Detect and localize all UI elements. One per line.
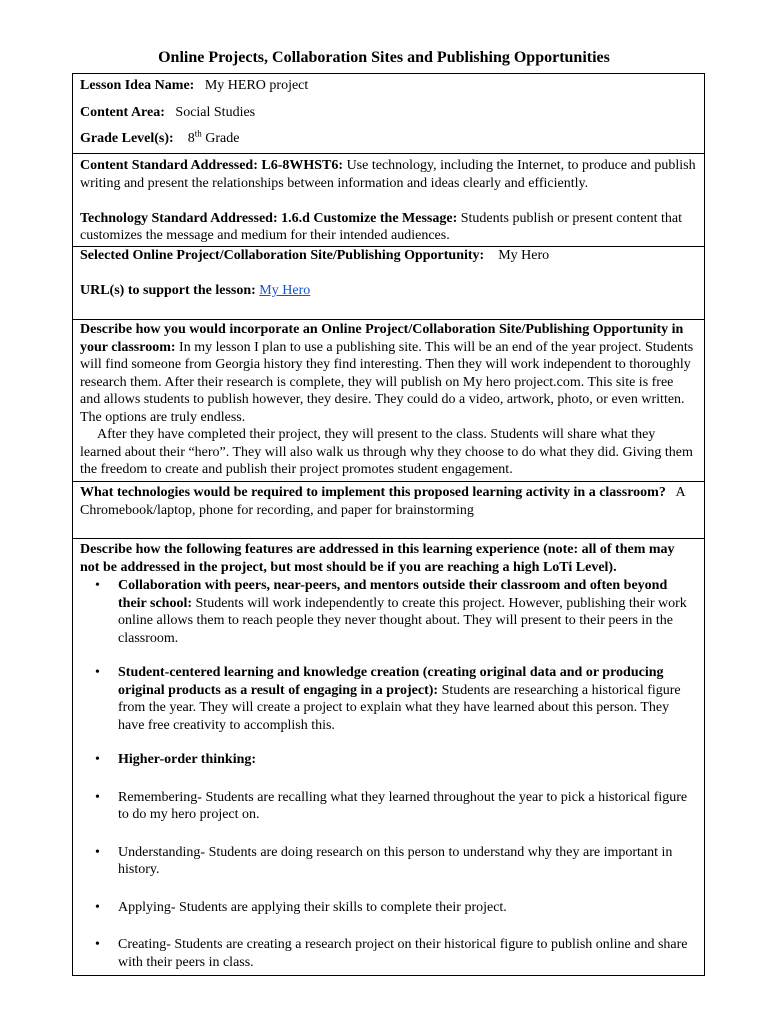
technologies-value: A Chromebook/laptop, phone for recording, and paper for brainstorming [80,485,685,518]
my-hero-link[interactable]: My Hero [259,283,311,298]
bullet-icon: • [95,844,100,860]
content-area-value: Social Studies [175,104,256,120]
bullet-icon: • [95,578,100,593]
list-item [80,664,697,734]
list-item [80,751,697,769]
selected-site-value: My Hero [498,248,550,263]
content-standard-text: Use technology, including the Internet, to produce and publish writing and present the relationships between information and ideas clearly and efficiently. [80,158,696,191]
incorporation-paragraph-2: After they have completed their project, they will present to the class. Students will share what they learned about their “hero”. They will also walk us through why they choose to do what they did. Giving them the freedom to create and publish their project promotes student engagement. [80,427,693,477]
technology-standard-text: Students publish or present content that customizes the message and medium for their intended audiences. [80,210,682,243]
feature-text: Students are researching a historical figure from the year. They will create a project to explain what they have learned about this person. They have free creativity to accomplish this. [118,682,681,733]
grade-number: 8 [187,131,195,146]
feature-text: Creating- Students are creating a research project on their historical figure to publish online and share with their peers in class. [118,937,688,970]
incorporation-label: Describe how you would incorporate an Online Project/Collaboration Site/Publishing Opportunity in your classroom: [80,322,684,355]
content-area-label: Content Area: [80,104,165,120]
technology-standard-label: Technology Standard Addressed: 1.6.d Customize the Message: [80,210,458,226]
feature-text: Applying- Students are applying their skills to complete their project. [118,899,507,915]
bullet-icon: • [95,665,100,680]
selected-site-cell [73,247,704,320]
features-label: Describe how the following features are addressed in this learning experience (note: all of them may not be addressed in the project, but most should be if you are reaching a high LoTi Level). [80,542,675,575]
incorporation-paragraph [80,321,697,426]
content-standard-label: Content Standard Addressed: L6-8WHST6: [80,158,344,173]
feature-heading: Student-centered learning and knowledge creation (creating original data and or producing original products as a result of engaging in a project): [118,665,664,698]
list-item [80,577,697,647]
content-standard [80,157,697,192]
url-label: URL(s) to support the lesson: [80,283,256,298]
standards-cell [73,154,704,247]
lesson-name-value: My HERO project [204,78,309,93]
incorporation-cell [73,320,704,482]
lesson-name-label: Lesson Idea Name: [80,78,195,93]
lesson-info-cell [73,74,704,154]
bullet-icon: • [95,752,100,767]
feature-text: Students will work independently to create this project. However, publishing their work online allows them to reach people they never thought about. They will present to their peers in the classroom. [118,595,687,646]
grade-word: Grade [201,131,240,146]
grade-level-value [187,128,240,146]
list-item [80,844,697,879]
features-list [80,577,697,971]
features-cell [73,539,704,975]
grade-ordinal: th [194,128,202,139]
list-item [80,789,697,824]
list-item [80,936,697,971]
bullet-icon: • [95,937,100,952]
lesson-table [72,73,705,976]
grade-level-label: Grade Level(s): [80,131,174,146]
list-item [80,899,697,917]
technology-standard [80,210,697,245]
document-title: Online Projects, Collaboration Sites and Publishing Opportunities [158,49,610,66]
feature-heading: Higher-order thinking: [118,752,257,767]
technologies-cell [73,482,704,539]
selected-site-label: Selected Online Project/Collaboration Site/Publishing Opportunity: [80,248,485,263]
incorporation-text: In my lesson I plan to use a publishing site. This will be an end of the year project. Students will find someone from Georgia history they find interesting. Then they will work independent to thoroughly research them. After their research is complete, they will publish on My hero project.com. This site is free and allows students to publish however, they desire. They could do a video, artwork, photo, or even written. The options are truly endless. [80,339,694,425]
feature-heading: Collaboration with peers, near-peers, and mentors outside their classroom and often beyond their school: [118,578,668,611]
bullet-icon: • [95,899,100,915]
technologies-label: What technologies would be required to implement this proposed learning activity in a classroom? [80,485,666,500]
feature-text: Remembering- Students are recalling what they learned throughout the year to pick a historical figure to do my hero project on. [118,789,688,822]
bullet-icon: • [95,789,100,805]
feature-text: Understanding- Students are doing research on this person to understand why they are important in history. [118,844,673,877]
